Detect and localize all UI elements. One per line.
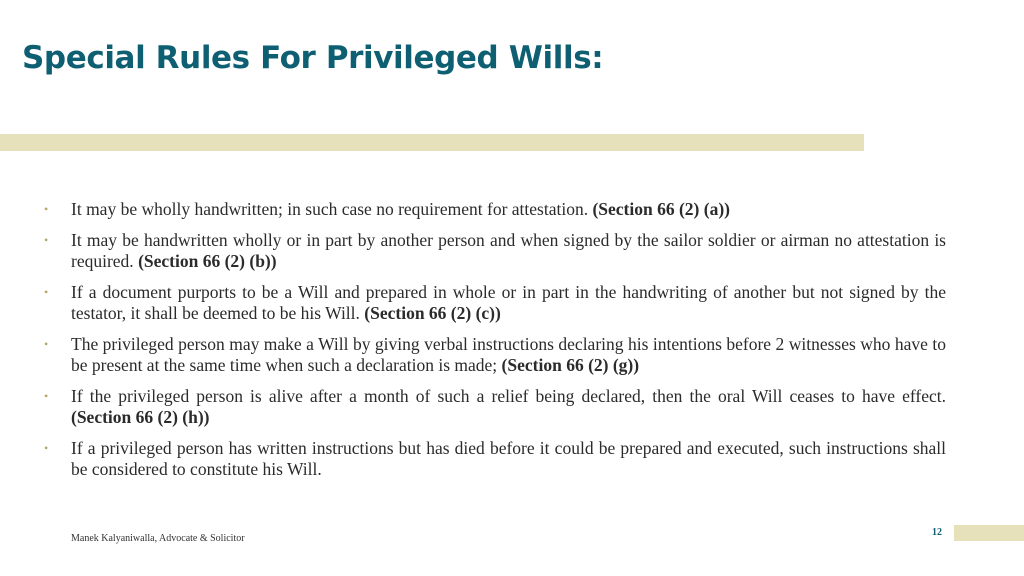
bullet-text: If a document purports to be a Will and prepared in whole or in part in the handwriting of another but not signed by the testator, it shall be deemed to be his Will. xyxy=(71,282,946,323)
bullet-item xyxy=(44,282,946,324)
bullet-text: The privileged person may make a Will by giving verbal instructions declaring his intentions before 2 witnesses who have to be present at the same time when such a declaration is made; xyxy=(71,334,946,375)
bullet-text: If a privileged person has written instructions but has died before it could be prepared and executed, such instructions shall be considered to constitute his Will. xyxy=(71,438,946,479)
bullet-citation: (Section 66 (2) (h)) xyxy=(71,407,210,427)
bullet-item xyxy=(44,386,946,428)
footer-accent-band xyxy=(954,525,1024,541)
bullet-citation: (Section 66 (2) (a)) xyxy=(592,199,730,219)
bullet-citation: (Section 66 (2) (g)) xyxy=(501,355,640,375)
page-number: 12 xyxy=(932,527,942,538)
title-accent-band xyxy=(0,134,864,151)
bullet-list xyxy=(44,199,946,490)
footer-author: Manek Kalyaniwalla, Advocate & Solicitor xyxy=(71,533,245,544)
bullet-marker: • xyxy=(44,202,49,216)
bullet-citation: (Section 66 (2) (c)) xyxy=(364,303,501,323)
bullet-citation: (Section 66 (2) (b)) xyxy=(138,251,277,271)
bullet-item xyxy=(44,230,946,272)
bullet-marker: • xyxy=(44,285,49,299)
bullet-text: It may be wholly handwritten; in such case no requirement for attestation. xyxy=(71,199,593,219)
bullet-marker: • xyxy=(44,233,49,247)
bullet-item xyxy=(44,334,946,376)
bullet-item xyxy=(44,438,946,480)
bullet-marker: • xyxy=(44,441,49,455)
slide-title: Special Rules For Privileged Wills: xyxy=(22,40,604,76)
bullet-item xyxy=(44,199,946,220)
bullet-text: If the privileged person is alive after a month of such a relief being declared, then the oral Will ceases to have effect. xyxy=(71,386,946,406)
bullet-marker: • xyxy=(44,337,49,351)
bullet-marker: • xyxy=(44,389,49,403)
bullet-text: It may be handwritten wholly or in part by another person and when signed by the sailor soldier or airman no attestation is required. xyxy=(71,230,946,271)
